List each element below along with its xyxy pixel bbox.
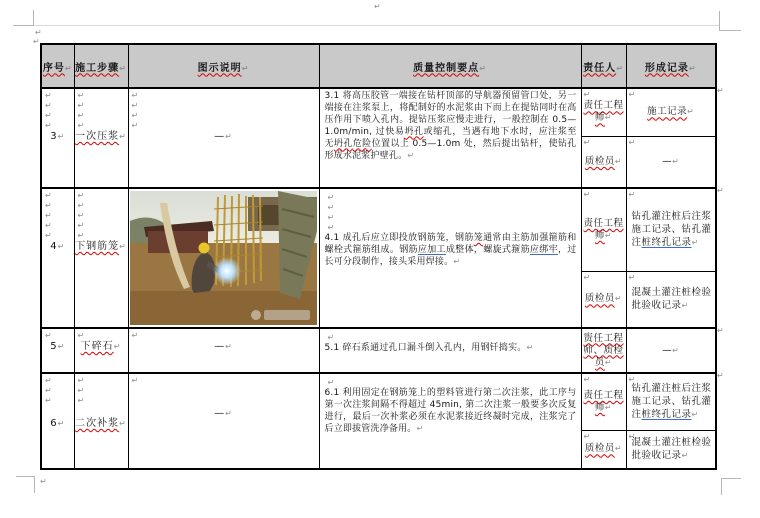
- paragraph-mark-icon: [328, 333, 577, 343]
- paragraph-mark-icon: [78, 396, 128, 406]
- paragraph-mark-icon: [132, 121, 319, 131]
- paragraph-mark-icon: [629, 375, 636, 385]
- paragraph-mark-icon: [40, 477, 47, 487]
- paragraph-mark-icon: [417, 424, 424, 434]
- header-step: 施工步骤↵: [74, 44, 128, 88]
- record-label: 混凝土灌注桩检验批验收记录: [631, 437, 712, 462]
- margin-crop-mark: [33, 10, 34, 26]
- paragraph-mark-icon: [45, 396, 74, 406]
- paragraph-mark-icon: [45, 376, 74, 386]
- paragraph-mark-icon: [692, 410, 699, 420]
- welding-spark: [213, 257, 241, 285]
- paragraph-mark-icon: [119, 132, 127, 142]
- paragraph-mark-icon: [629, 190, 636, 200]
- paragraph-mark-icon: [58, 419, 66, 429]
- cell-record-5: [626, 328, 716, 373]
- paragraph-mark-icon: [407, 151, 414, 161]
- paragraph-mark-icon: [717, 86, 724, 96]
- paragraph-mark-icon: [78, 191, 128, 201]
- margin-crop-mark: [16, 476, 35, 477]
- paragraph-mark-icon: [58, 132, 66, 142]
- paragraph-mark-icon: [45, 91, 74, 101]
- process-quality-table: [40, 43, 717, 470]
- paragraph-mark-icon: [78, 331, 128, 341]
- paragraph-mark-icon: [78, 211, 128, 221]
- illustration-dash: —: [214, 341, 226, 352]
- cell-person-5: [581, 328, 626, 373]
- paragraph-mark-icon: [328, 203, 577, 213]
- paragraph-mark-icon: [717, 186, 724, 196]
- person-label: 责任工程师: [583, 389, 624, 413]
- table-row-5: [41, 328, 716, 373]
- paragraph-mark-icon: [132, 111, 319, 121]
- paragraph-mark-icon: [132, 331, 319, 341]
- quality-text: 6.1 利用固定在钢筋笼上的塑料管进行第二次注浆，此工序与第一次注浆间隔不得超过 45min, 第二次注浆一般要多次反复进行，最后一次补浆必须在水泥浆接近终凝时完成，注浆完了后立即拔管洗净备用。: [324, 388, 577, 434]
- record-label: 施工记录: [647, 106, 688, 118]
- paragraph-mark-icon: [682, 301, 689, 311]
- paragraph-mark-icon: [584, 375, 591, 385]
- person-label: 责任工程师、质检员: [583, 332, 624, 368]
- person-label: 质检员: [584, 443, 615, 455]
- cell-record-6b: [626, 430, 716, 469]
- paragraph-mark-icon: [45, 211, 74, 221]
- record-label: 钻孔灌注桩后注浆施工记录、钻孔灌注桩终孔记录: [631, 383, 712, 421]
- paragraph-mark-icon: [682, 451, 689, 461]
- table-header-row: [41, 44, 716, 88]
- table-row-4: [41, 188, 716, 271]
- step-label: 一次压浆: [75, 131, 120, 142]
- cell-illustration-5: [128, 328, 319, 373]
- person-label: 责任工程师: [583, 100, 624, 124]
- person-label: 质检员: [584, 293, 615, 305]
- paragraph-mark-icon: [672, 157, 679, 167]
- paragraph-mark-icon: [672, 346, 679, 356]
- cell-quality-3: [319, 88, 581, 188]
- paragraph-mark-icon: [717, 326, 724, 336]
- cell-seq-5: [41, 328, 74, 373]
- paragraph-mark-icon: [78, 231, 128, 241]
- construction-photo: [130, 191, 317, 325]
- paragraph-mark-icon: [45, 221, 74, 231]
- paragraph-mark-icon: [65, 64, 73, 74]
- cell-step-3: [74, 88, 128, 188]
- paragraph-mark-icon: [78, 121, 128, 131]
- cell-seq-4: [41, 188, 74, 328]
- cell-person-6a: [581, 373, 626, 430]
- paragraph-mark-icon: [687, 107, 694, 117]
- paragraph-mark-icon: [374, 2, 381, 12]
- paragraph-mark-icon: [45, 231, 74, 241]
- header-illustration: 图示说明↵: [128, 44, 319, 88]
- table-row-6: [41, 373, 716, 430]
- seq-number: 6: [50, 418, 58, 429]
- paragraph-mark-icon: [328, 213, 577, 223]
- cell-quality-6: [319, 373, 581, 469]
- seq-number: 3: [50, 131, 58, 142]
- paragraph-mark-icon: [114, 342, 122, 352]
- margin-crop-mark: [719, 30, 741, 31]
- paragraph-mark-icon: [119, 419, 127, 429]
- paragraph-mark-icon: [78, 376, 128, 386]
- paragraph-mark-icon: [45, 191, 74, 201]
- table-row-3: [41, 88, 716, 136]
- paragraph-mark-icon: [584, 138, 591, 148]
- paragraph-mark-icon: [45, 331, 74, 341]
- cell-step-6: [74, 373, 128, 469]
- header-person: 责任人↵: [581, 44, 626, 88]
- cell-illustration-4: [128, 188, 319, 328]
- cell-step-5: [74, 328, 128, 373]
- paragraph-mark-icon: [615, 294, 622, 304]
- paragraph-mark-icon: [479, 64, 487, 74]
- paragraph-mark-icon: [225, 132, 233, 142]
- paragraph-mark-icon: [132, 376, 319, 386]
- paragraph-mark-icon: [584, 90, 591, 100]
- paragraph-mark-icon: [584, 432, 591, 442]
- margin-crop-mark: [721, 478, 722, 495]
- paragraph-mark-icon: [45, 201, 74, 211]
- paragraph-mark-icon: [717, 371, 724, 381]
- paragraph-mark-icon: [78, 91, 128, 101]
- cell-record-4a: [626, 188, 716, 271]
- paragraph-mark-icon: [328, 223, 577, 233]
- seq-number: 4: [50, 241, 58, 252]
- paragraph-mark-icon: [78, 201, 128, 211]
- paragraph-mark-icon: [629, 432, 636, 442]
- paragraph-mark-icon: [225, 342, 233, 352]
- cell-illustration-3: [128, 88, 319, 188]
- paragraph-mark-icon: [328, 193, 577, 203]
- header-quality: 质量控制要点↵: [319, 44, 581, 88]
- margin-crop-mark: [34, 476, 35, 493]
- paragraph-mark-icon: [615, 157, 622, 167]
- paragraph-mark-icon: [119, 64, 127, 74]
- cell-person-3b: [581, 136, 626, 188]
- paragraph-mark-icon: [45, 386, 74, 396]
- header-seq: 序号↵: [41, 44, 74, 88]
- cell-seq-6: [41, 373, 74, 469]
- paragraph-mark-icon: [692, 238, 699, 248]
- step-label: 下钢筋笼: [75, 241, 120, 252]
- record-label: 钻孔灌注桩后注浆施工记录、钻孔灌注桩终孔记录: [631, 211, 712, 249]
- paragraph-mark-icon: [119, 242, 127, 252]
- cell-record-6a: [626, 373, 716, 430]
- margin-crop-mark: [13, 25, 33, 26]
- cell-seq-3: [41, 88, 74, 188]
- seq-number: 5: [50, 341, 58, 352]
- paragraph-mark-icon: [629, 273, 636, 283]
- paragraph-mark-icon: [78, 221, 128, 231]
- step-label: 下碎石: [80, 341, 114, 352]
- paragraph-mark-icon: [58, 342, 66, 352]
- paragraph-mark-icon: [328, 378, 577, 388]
- paragraph-mark-icon: [629, 90, 636, 100]
- margin-crop-mark: [721, 478, 741, 479]
- paragraph-mark-icon: [33, 37, 40, 47]
- record-label: 混凝土灌注桩检验批验收记录: [631, 287, 712, 312]
- paragraph-mark-icon: [605, 113, 612, 123]
- cell-quality-4: [319, 188, 581, 328]
- cell-person-6b: [581, 430, 626, 469]
- step-label: 二次补浆: [75, 418, 120, 429]
- paragraph-mark-icon: [132, 91, 319, 101]
- paragraph-mark-icon: [78, 386, 128, 396]
- illustration-dash: —: [214, 131, 226, 142]
- cell-illustration-6: [128, 373, 319, 469]
- paragraph-mark-icon: [605, 358, 612, 368]
- paragraph-mark-icon: [45, 101, 74, 111]
- quality-text: 5.1 碎石系通过孔口漏斗倒入孔内，用钢钎捣实。: [324, 343, 527, 353]
- paragraph-mark-icon: [58, 242, 66, 252]
- cell-person-4b: [581, 271, 626, 328]
- paragraph-mark-icon: [132, 101, 319, 111]
- paragraph-mark-icon: [605, 231, 612, 241]
- paragraph-mark-icon: [605, 403, 612, 413]
- cell-record-4b: [626, 271, 716, 328]
- illustration-dash: —: [214, 408, 226, 419]
- paragraph-mark-icon: [629, 138, 636, 148]
- paragraph-mark-icon: [225, 409, 233, 419]
- record-label: —: [662, 155, 673, 167]
- cell-step-4: [74, 188, 128, 328]
- paragraph-mark-icon: [526, 343, 533, 353]
- paragraph-mark-icon: [45, 121, 74, 131]
- header-record: 形成记录↵: [626, 44, 716, 88]
- cell-quality-5: [319, 328, 581, 373]
- person-label: 责任工程师: [583, 217, 624, 241]
- paragraph-mark-icon: [689, 64, 697, 74]
- paragraph-mark-icon: [615, 444, 622, 454]
- person-label: 质检员: [584, 155, 615, 167]
- paragraph-mark-icon: [78, 111, 128, 121]
- paragraph-mark-icon: [453, 257, 460, 267]
- margin-crop-mark: [719, 11, 720, 30]
- cell-record-3a: [626, 88, 716, 136]
- quality-text: 4.1 成孔后应立即投放钢筋笼，钢筋笼通常由主筋加强箍筋和螺栓式箍筋组成。钢筋应加工成整体，螺旋式箍筋应绑牢，过长可分段制作，接头采用焊接。: [324, 233, 577, 267]
- cell-person-4a: [581, 188, 626, 271]
- paragraph-mark-icon: [242, 64, 250, 74]
- paragraph-mark-icon: [584, 190, 591, 200]
- paragraph-mark-icon: [584, 273, 591, 283]
- paragraph-mark-icon: [78, 101, 128, 111]
- record-label: —: [662, 344, 673, 356]
- cell-person-3a: [581, 88, 626, 136]
- paragraph-mark-icon: [45, 111, 74, 121]
- paragraph-mark-icon: [616, 64, 624, 74]
- hard-hat: [199, 243, 210, 254]
- cell-record-3b: [626, 136, 716, 188]
- quality-text: 3.1 将高压胶管一端接在钻杆顶部的导航器预留管口处，另一端接在注浆泵上，将配制好的水泥浆由下而上在提钻同时在高压作用下喷入孔内。提钻压浆应慢走进行，一般控制在 0.5—1.0m/min, 过快易坍孔或缩孔，当遇有地下水时，应注浆至无坍孔危险位置以上 0.5—1.0m 处，然后提出钻杆，使钻孔形成水泥浆护壁孔。: [324, 91, 577, 161]
- paragraph-mark-icon: [584, 330, 591, 340]
- top-text-boundary-line: [33, 25, 720, 26]
